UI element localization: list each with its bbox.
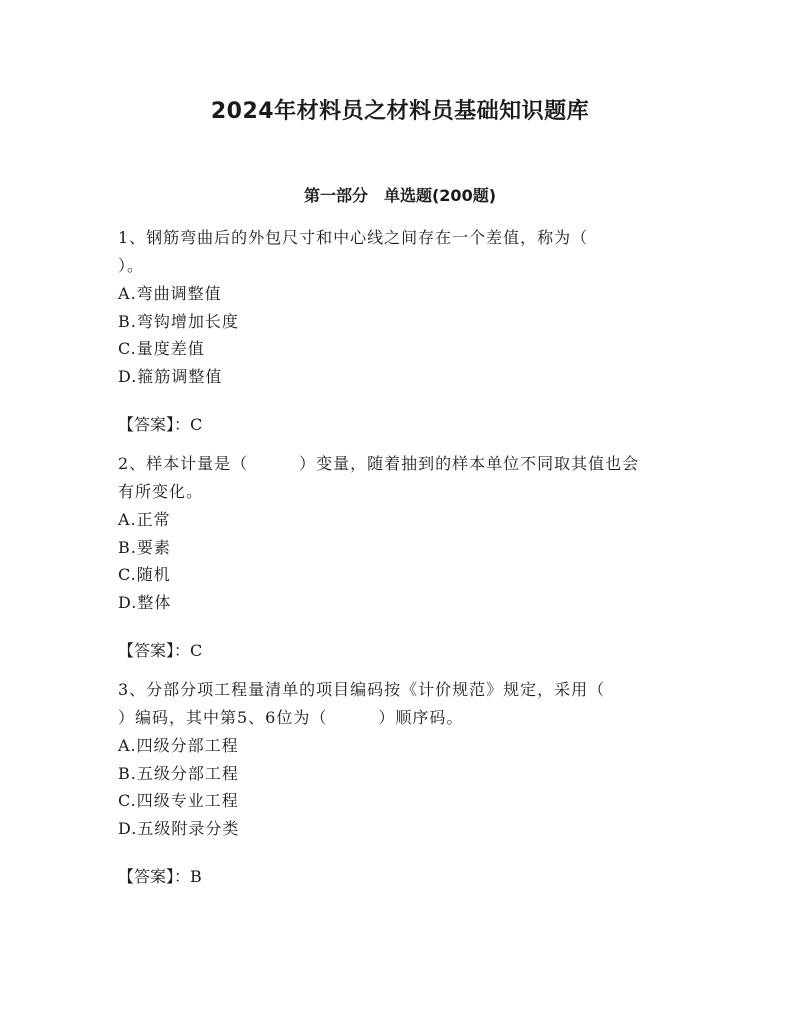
answer-value: B	[190, 867, 202, 886]
question-1	[118, 224, 688, 439]
question-stem: 3、分部分项工程量清单的项目编码按《计价规范》规定，采用（	[118, 680, 606, 699]
option-c: C.随机	[118, 565, 171, 584]
answer-value: C	[190, 415, 203, 434]
option-b: B.要素	[118, 537, 171, 557]
answer-line	[118, 637, 688, 665]
question-stem: 2、样本计量是（ ）变量，随着抽到的样本单位不同取其值也会	[118, 454, 640, 473]
answer-line	[118, 863, 688, 891]
answer-line	[118, 411, 688, 439]
option-b: B.弯钩增加长度	[118, 311, 239, 331]
question-stem-continued: ）。	[118, 256, 145, 275]
question-stem: 1、钢筋弯曲后的外包尺寸和中心线之间存在一个差值，称为（	[118, 228, 589, 247]
option-c: C.量度差值	[118, 339, 205, 358]
option-d: D.整体	[118, 592, 172, 612]
question-stem-continued: 有所变化。	[118, 482, 204, 501]
option-c: C.四级专业工程	[118, 791, 239, 810]
answer-label: 【答案】：	[118, 867, 191, 886]
question-3	[118, 676, 688, 891]
option-a: A.弯曲调整值	[118, 284, 222, 303]
option-a: A.四级分部工程	[118, 736, 239, 755]
document-title: 2024年材料员之材料员基础知识题库	[210, 99, 590, 124]
answer-label: 【答案】：	[118, 641, 191, 660]
answer-label: 【答案】：	[118, 415, 191, 434]
answer-value: C	[190, 641, 203, 660]
option-d: D.五级附录分类	[118, 818, 240, 838]
question-list	[118, 224, 688, 902]
option-b: B.五级分部工程	[118, 763, 239, 783]
option-d: D.箍筋调整值	[118, 366, 223, 386]
question-2	[118, 450, 688, 665]
option-a: A.正常	[118, 510, 171, 529]
section-heading: 第一部分 单选题(200题)	[303, 186, 497, 205]
question-stem-continued: ）编码，其中第5、6位为（ ）顺序码。	[118, 708, 464, 727]
